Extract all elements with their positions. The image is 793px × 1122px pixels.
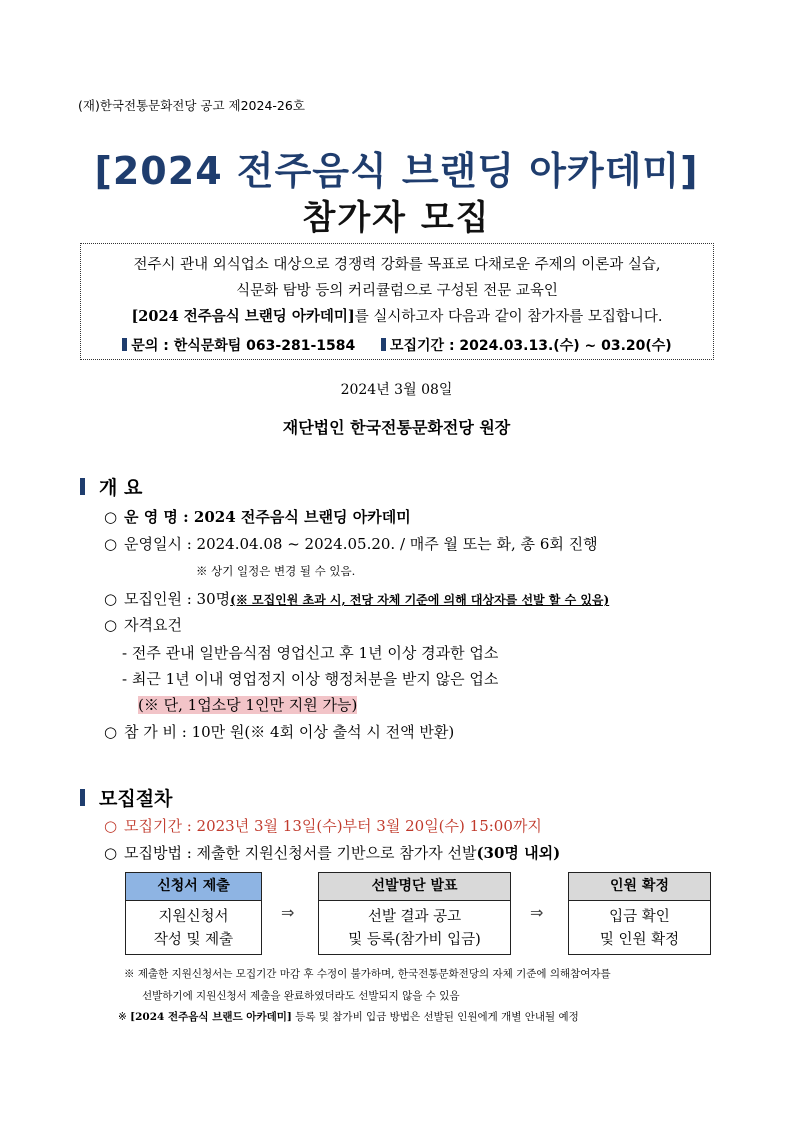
procedure-note-2	[118, 1009, 579, 1024]
issuer: 재단법인 한국전통문화전당 원장	[282, 418, 511, 437]
note-2-bold: [2024 전주음식 브랜드 아카데미]	[130, 1011, 292, 1023]
arrow-right-icon: ⇒	[530, 903, 544, 922]
page-title: [2024 전주음식 브랜딩 아카데미]	[94, 149, 699, 193]
contact-line	[81, 335, 713, 355]
step-announce-body-2: 및 등록(참가비 입금)	[348, 932, 481, 948]
intro-box	[80, 243, 714, 360]
overview-name: ○ 운 영 명 : 2024 전주음식 브랜딩 아카데미	[104, 508, 411, 526]
step-announce-body-1: 선발 결과 공고	[367, 909, 462, 925]
section-bar-icon	[80, 789, 85, 806]
intro-line-2: 식문화 탐방 등의 커리큘럼으로 구성된 전문 교육인	[236, 283, 558, 299]
capacity-note: (※ 모집인원 초과 시, 전당 자체 기준에 의해 대상자를 선발 할 수 있음)	[230, 593, 610, 607]
notice-number: (재)한국전통문화전당 공고 제2024-26호	[78, 98, 305, 113]
schedule-note: ※ 상기 일정은 변경 될 수 있음.	[196, 564, 356, 578]
square-bullet-icon	[122, 338, 127, 351]
procedure-method: ○ 모집방법 : 제출한 지원신청서를 기반으로 참가자 선발(30명 내외)	[104, 844, 561, 862]
step-confirm-box	[568, 872, 711, 955]
step-apply-box	[125, 872, 262, 955]
academy-name: [2024 전주음식 브랜딩 아카데미]	[131, 308, 355, 325]
step-confirm-body-2: 및 인원 확정	[599, 932, 680, 948]
overview-capacity: ○ 모집인원 : 30명(※ 모집인원 초과 시, 전당 자체 기준에 의해 대상자를 선발 할 수 있음)	[104, 590, 610, 608]
qualification-title: 자격요건	[124, 616, 182, 634]
procedure-period-text: 모집기간 : 2023년 3월 13일(수)부터 3월 20일(수) 15:00까지	[124, 817, 542, 835]
intro-line-3-rest: 를 실시하고자 다음과 같이 참가자를 모집합니다.	[354, 309, 663, 325]
qualification-1: - 전주 관내 일반음식점 영업신고 후 1년 이상 경과한 업소	[122, 644, 499, 662]
capacity-text: 모집인원 : 30명	[124, 590, 231, 608]
procedure-note-1b: 선발하기에 지원신청서 제출을 완료하였더라도 선발되지 않을 수 있음	[142, 990, 460, 1002]
overview-fee: ○ 참 가 비 : 10만 원(※ 4회 이상 출석 시 전액 반환)	[104, 723, 455, 741]
step-announce-head: 선발명단 발표	[319, 873, 510, 901]
step-confirm-head: 인원 확정	[569, 873, 710, 901]
step-announce-box	[318, 872, 511, 955]
section-procedure-title: 모집절차	[99, 788, 173, 810]
schedule-text: 운영일시 : 2024.04.08 ~ 2024.05.20. / 매주 월 또는 화, 총 6회 진행	[124, 535, 598, 553]
overview-qualification: ○ 자격요건	[104, 616, 182, 634]
step-apply-head: 신청서 제출	[126, 873, 261, 901]
section-overview-title: 개 요	[99, 477, 143, 499]
qualification-2: - 최근 1년 이내 영업정지 이상 행정처분을 받지 않은 업소	[122, 670, 499, 688]
arrow-right-icon: ⇒	[281, 903, 295, 922]
step-apply-body-1: 지원신청서	[158, 909, 229, 925]
procedure-method-bold: (30명 내외)	[476, 844, 561, 862]
section-overview-heading	[80, 473, 142, 500]
procedure-period: ○ 모집기간 : 2023년 3월 13일(수)부터 3월 20일(수) 15:00까지	[104, 817, 542, 835]
page-subtitle: 참가자 모집	[302, 198, 491, 238]
section-procedure-heading	[80, 784, 172, 811]
section-bar-icon	[80, 478, 85, 495]
step-apply-body-2: 작성 및 제출	[153, 932, 234, 948]
qualification-note-text: (※ 단, 1업소당 1인만 지원 가능)	[138, 696, 358, 714]
note-2-prefix: ※	[118, 1011, 131, 1023]
square-bullet-icon	[381, 338, 386, 351]
program-name: 운 영 명 : 2024 전주음식 브랜딩 아카데미	[124, 508, 411, 526]
recruit-period: 모집기간 : 2024.03.13.(수) ~ 03.20(수)	[389, 338, 672, 354]
step-confirm-body-1: 입금 확인	[609, 909, 670, 925]
fee-text: 참 가 비 : 10만 원(※ 4회 이상 출석 시 전액 반환)	[124, 723, 455, 741]
procedure-method-text: 모집방법 : 제출한 지원신청서를 기반으로 참가자 선발	[124, 844, 477, 862]
procedure-note-1: ※ 제출한 지원신청서는 모집기간 마감 후 수정이 불가하며, 한국전통문화전당의 자체 기준에 의해참여자를	[124, 968, 611, 980]
contact-info: 문의 : 한식문화팀 063-281-1584	[131, 338, 356, 354]
note-2-rest: 등록 및 참가비 입금 방법은 선발된 인원에게 개별 안내될 예정	[291, 1011, 579, 1023]
overview-schedule: ○ 운영일시 : 2024.04.08 ~ 2024.05.20. / 매주 월 또는 화, 총 6회 진행	[104, 535, 598, 553]
intro-line-1: 전주시 관내 외식업소 대상으로 경쟁력 강화를 목표로 다채로운 주제의 이론과 실습,	[133, 257, 661, 273]
intro-line-3	[81, 305, 713, 326]
qualification-note	[138, 694, 357, 715]
announce-date: 2024년 3월 08일	[340, 382, 453, 398]
